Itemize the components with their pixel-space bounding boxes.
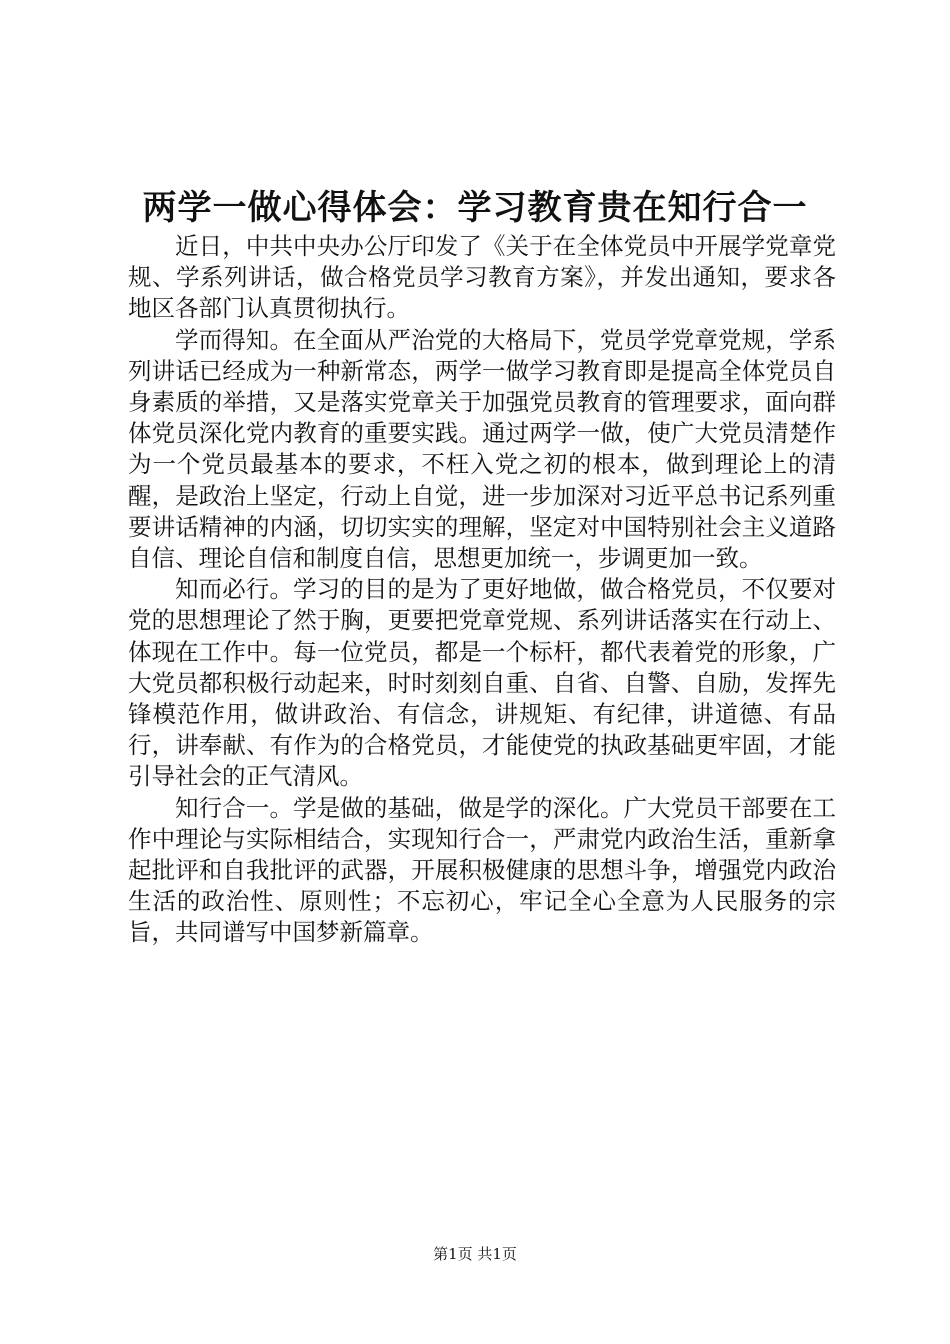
document-body [128,231,836,949]
page-footer: 第1页 共1页 [433,1245,517,1263]
document-title: 两学一做心得体会：学习教育贵在知行合一 [142,188,808,228]
paragraph-learn: 学而得知。在全面从严治党的大格局下，党员学党章党规，学系列讲话已经成为一种新常态，两学一做学习教育即是提高全体党员自身素质的举措，又是落实党章关于加强党员教育的管理要求，面向群体党员深化党内教育的重要实践。通过两学一做，使广大党员清楚作为一个党员最基本的要求，不枉入党之初的根本，做到理论上的清醒，是政治上坚定，行动上自觉，进一步加深对习近平总书记系列重要讲话精神的内涵，切切实实的理解，坚定对中国特别社会主义道路自信、理论自信和制度自信，思想更加统一，步调更加一致。 [128,325,836,573]
paragraph-intro: 近日，中共中央办公厅印发了《关于在全体党员中开展学党章党规、学系列讲话，做合格党员学习教育方案》，并发出通知，要求各地区各部门认真贯彻执行。 [128,232,836,323]
paragraph-unity: 知行合一。学是做的基础，做是学的深化。广大党员干部要在工作中理论与实际相结合，实现知行合一，严肃党内政治生活，重新拿起批评和自我批评的武器，开展积极健康的思想斗争，增强党内政治生活的政治性、原则性；不忘初心，牢记全心全意为人民服务的宗旨，共同谱写中国梦新篇章。 [128,793,836,947]
paragraph-practice: 知而必行。学习的目的是为了更好地做，做合格党员，不仅要对党的思想理论了然于胸，更要把党章党规、系列讲话落实在行动上、体现在工作中。每一位党员，都是一个标杆，都代表着党的形象，广大党员都积极行动起来，时时刻刻自重、自省、自警、自励，发挥先锋模范作用，做讲政治、有信念，讲规矩、有纪律，讲道德、有品行，讲奉献、有作为的合格党员，才能使党的执政基础更牢固，才能引导社会的正气清风。 [128,575,836,791]
